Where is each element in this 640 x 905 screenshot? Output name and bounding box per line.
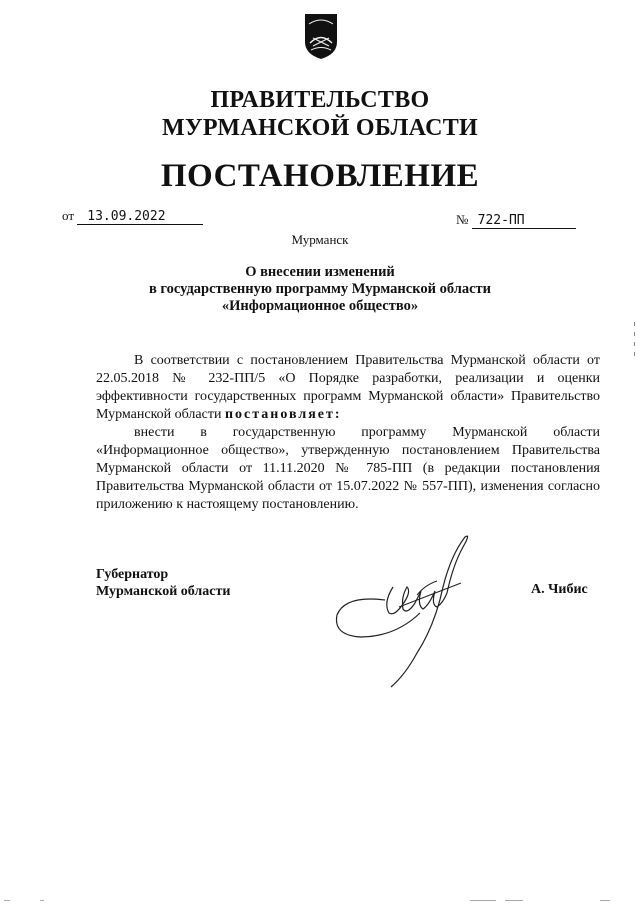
subject-line1: О внесении изменений <box>245 264 395 280</box>
margin-mark <box>633 322 636 356</box>
government-title <box>0 86 640 142</box>
document-body <box>96 352 600 514</box>
signer-position <box>96 566 230 600</box>
murmansk-coat-of-arms-icon <box>303 12 339 60</box>
number-prefix: № <box>456 212 469 227</box>
subject-line3: «Информационное общество» <box>221 298 419 314</box>
paragraph-1-text: В соответствии с постановлением Правительства Мурманской области от 22.05.2018 № 232-ПП/5 «О Порядке разработки, реализации и оценки эффективности государственных программ Мурманской области» Правительство Мурманской области <box>96 353 600 422</box>
signer-position-line2: Мурманской области <box>96 584 231 599</box>
handwritten-signature-icon <box>325 525 495 695</box>
resolution-keyword: постановляет: <box>224 407 342 422</box>
body-paragraph-1 <box>96 352 600 424</box>
date-field <box>62 208 203 225</box>
document-subject <box>0 264 640 315</box>
document-date: 13.09.2022 <box>77 209 203 225</box>
signer-position-line1: Губернатор <box>96 567 169 582</box>
body-paragraph-2: внести в государственную программу Мурманской области «Информационное общество», утвержденную постановлением Правительства Мурманской области от 11.11.2020 № 785-ПП (в редакции постановления Правительства Мурманской области от 15.07.2022 № 557-ПП), изменения согласно приложению к настоящему постановлению. <box>96 425 600 512</box>
scan-edge-marks <box>0 899 640 903</box>
subject-line2: в государственную программу Мурманской области <box>148 281 492 297</box>
signer-name: А. Чибис <box>531 582 588 597</box>
document-type: ПОСТАНОВЛЕНИЕ <box>160 158 480 194</box>
date-prefix: от <box>62 208 75 223</box>
government-title-line1: ПРАВИТЕЛЬСТВО <box>210 87 430 113</box>
document-number: 722-ПП <box>472 213 576 229</box>
government-title-line2: МУРМАНСКОЙ ОБЛАСТИ <box>162 115 478 141</box>
number-field <box>456 212 576 229</box>
city: Мурманск <box>291 232 349 247</box>
